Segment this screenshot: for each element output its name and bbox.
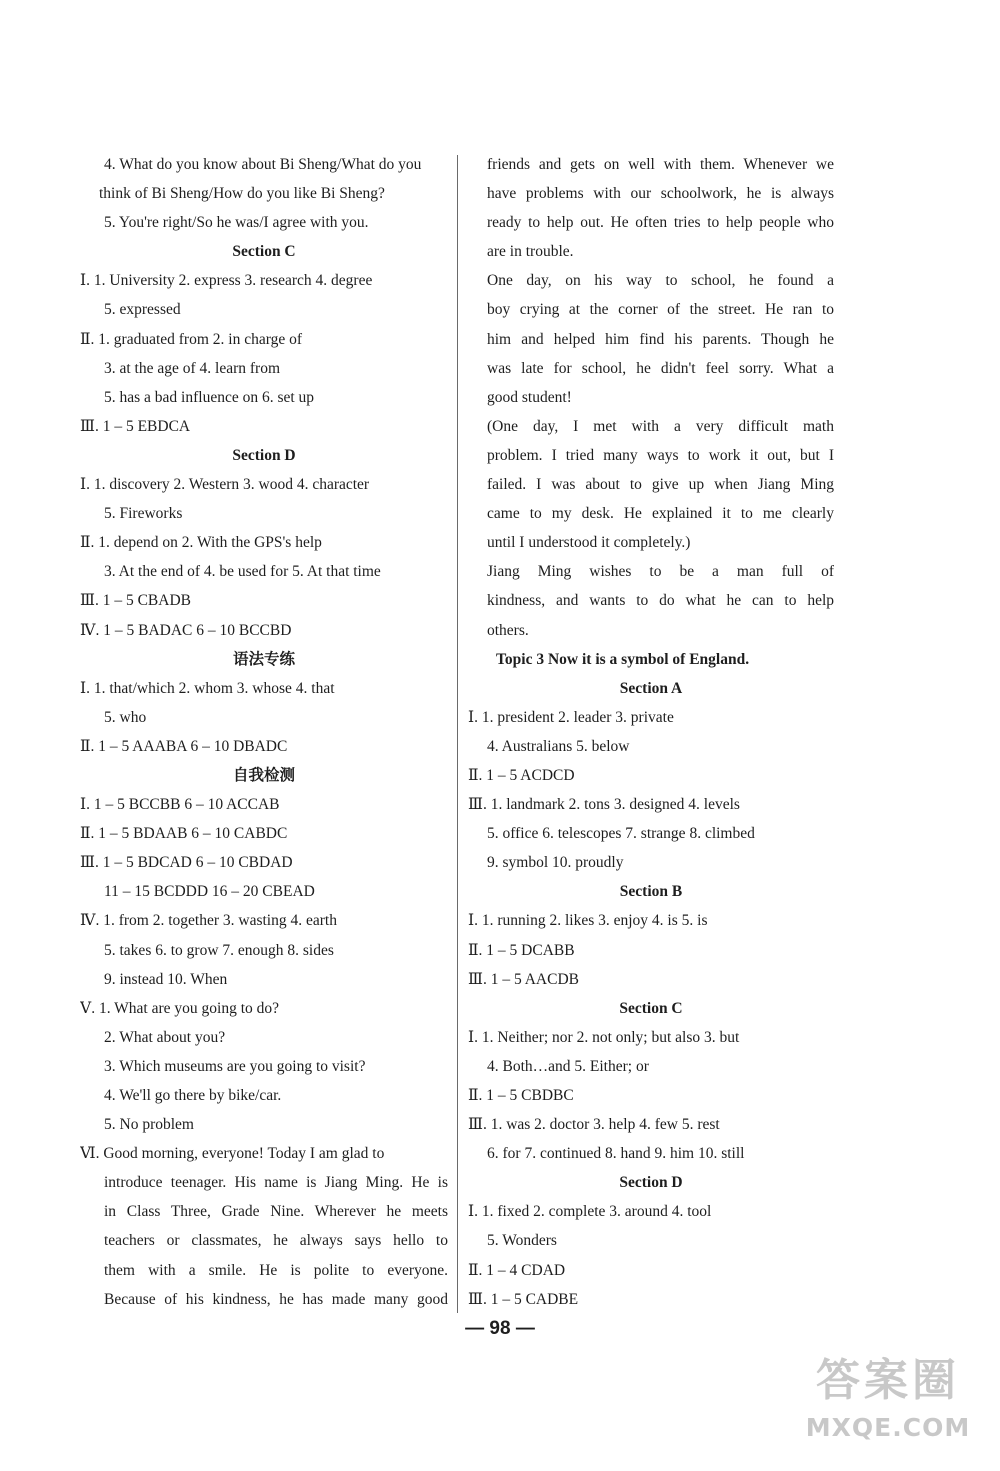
passage-line: boy crying at the corner of the street. He ran to xyxy=(487,301,834,319)
answer-line: 5. You're right/So he was/I agree with you. xyxy=(104,214,369,232)
answer-line: Ⅰ. 1. president 2. leader 3. private xyxy=(468,708,674,726)
section-heading: 自我检测 xyxy=(232,766,295,784)
watermark-url: MXQE.COM xyxy=(805,1413,971,1442)
answer-line: Ⅰ. 1. University 2. express 3. research 4. degree xyxy=(80,272,373,290)
page-number: — 98 — xyxy=(465,1318,535,1339)
passage-line: Because of his kindness, he has made many good xyxy=(104,1290,448,1308)
answer-line: good student! xyxy=(487,388,572,406)
answer-line: Ⅲ. 1. was 2. doctor 3. help 4. few 5. rest xyxy=(468,1116,720,1134)
answer-line: Ⅴ. 1. What are you going to do? xyxy=(80,999,280,1017)
answer-line: Ⅲ. 1 – 5 CBADB xyxy=(80,592,191,610)
passage-line: teachers or classmates, he always says hello to xyxy=(104,1232,448,1250)
passage-line: Jiang Ming wishes to be a man full of xyxy=(487,563,834,581)
answer-line: 6. for 7. continued 8. hand 9. him 10. still xyxy=(487,1145,745,1163)
answer-line: Ⅳ. 1 – 5 BADAC 6 – 10 BCCBD xyxy=(80,621,292,639)
section-heading: Section B xyxy=(619,883,683,901)
answer-line: Ⅱ. 1 – 5 CBDBC xyxy=(468,1087,574,1104)
answer-line: 5. No problem xyxy=(104,1116,194,1134)
answer-line: 4. Australians 5. below xyxy=(487,737,630,755)
answer-line: 3. At the end of 4. be used for 5. At that time xyxy=(104,563,381,581)
answer-line: Ⅲ. 1 – 5 CADBE xyxy=(468,1290,579,1308)
section-heading: Section D xyxy=(619,1174,683,1192)
answer-line: Ⅰ. 1. running 2. likes 3. enjoy 4. is 5. is xyxy=(468,912,708,930)
right-column xyxy=(468,150,834,1314)
answer-line: are in trouble. xyxy=(487,243,574,261)
passage-line: him and helped him find his parents. Though he xyxy=(487,330,834,348)
passage-line: kindness, and wants to do what he can to help xyxy=(487,592,834,610)
answer-line: 5. who xyxy=(104,708,147,726)
section-heading: Section C xyxy=(232,243,296,261)
answer-line: 3. at the age of 4. learn from xyxy=(104,359,281,377)
answer-line: 9. instead 10. When xyxy=(104,970,228,988)
answer-line: 4. Both…and 5. Either; or xyxy=(487,1057,649,1075)
answer-line: 9. symbol 10. proudly xyxy=(487,854,624,872)
answer-line: Ⅱ. 1 – 5 ACDCD xyxy=(468,766,575,784)
section-heading: Section A xyxy=(619,679,683,697)
passage-line: friends and gets on well with them. Whenever we xyxy=(487,156,834,173)
answer-line: 11 – 15 BCDDD 16 – 20 CBEAD xyxy=(104,883,315,901)
answer-line: Ⅲ. 1 – 5 EBDCA xyxy=(80,417,191,435)
answer-line: Ⅳ. 1. from 2. together 3. wasting 4. earth xyxy=(80,912,337,930)
answer-line: 5. takes 6. to grow 7. enough 8. sides xyxy=(104,941,334,959)
passage-line: have problems with our schoolwork, he is always xyxy=(487,185,834,203)
site-watermark-logo xyxy=(788,1351,988,1463)
answer-line: 5. expressed xyxy=(104,301,181,319)
answer-line: Ⅲ. 1 – 5 BDCAD 6 – 10 CBDAD xyxy=(80,854,293,872)
passage-line: One day, on his way to school, he found a xyxy=(487,272,834,290)
passage-line: ready to help out. He often tries to help people who xyxy=(487,214,834,232)
left-column xyxy=(80,150,448,1314)
answer-line: Ⅱ. 1 – 5 AAABA 6 – 10 DBADC xyxy=(80,737,288,755)
passage-line: came to my desk. He explained it to me clearly xyxy=(487,505,834,523)
passage-line: in Class Three, Grade Nine. Wherever he meets xyxy=(104,1203,448,1221)
answer-line: 5. office 6. telescopes 7. strange 8. climbed xyxy=(487,825,755,843)
answer-line: Ⅰ. 1. Neither; nor 2. not only; but also 3. but xyxy=(468,1028,740,1046)
answer-line: Ⅵ. Good morning, everyone! Today I am glad to xyxy=(80,1145,385,1163)
passage-line: (One day, I met with a very difficult math xyxy=(487,417,834,435)
answer-line: Ⅱ. 1 – 5 BDAAB 6 – 10 CABDC xyxy=(80,825,288,843)
section-heading: Section C xyxy=(619,999,683,1017)
answer-line: 4. What do you know about Bi Sheng/What do you xyxy=(104,156,422,173)
answer-line: Ⅲ. 1 – 5 AACDB xyxy=(468,970,579,988)
topic-heading: Topic 3 Now it is a symbol of England. xyxy=(496,650,750,668)
answer-line: 2. What about you? xyxy=(104,1028,226,1046)
column-divider xyxy=(457,155,458,1313)
answer-line: 5. has a bad influence on 6. set up xyxy=(104,388,315,406)
answer-line: 3. Which museums are you going to visit? xyxy=(104,1057,366,1075)
answer-line: Ⅱ. 1 – 5 DCABB xyxy=(468,941,575,959)
answer-line: Ⅰ. 1. that/which 2. whom 3. whose 4. that xyxy=(80,679,335,697)
answer-line: 5. Fireworks xyxy=(104,505,183,523)
answer-line: Ⅲ. 1. landmark 2. tons 3. designed 4. levels xyxy=(468,796,740,814)
section-heading: Section D xyxy=(232,446,296,464)
answer-line: Ⅰ. 1. discovery 2. Western 3. wood 4. character xyxy=(80,476,370,494)
passage-line: was late for school, he didn't feel sorry. What a xyxy=(487,359,834,377)
answer-line: Ⅰ. 1 – 5 BCCBB 6 – 10 ACCAB xyxy=(80,796,280,814)
passage-line: failed. I was about to give up when Jiang Ming xyxy=(487,476,834,494)
section-heading: 语法专练 xyxy=(232,650,295,668)
answer-line: until I understood it completely.) xyxy=(487,534,691,552)
passage-line: introduce teenager. His name is Jiang Ming. He is xyxy=(104,1174,448,1192)
answer-line: Ⅰ. 1. fixed 2. complete 3. around 4. tool xyxy=(468,1203,712,1221)
answer-line: Ⅱ. 1. depend on 2. With the GPS's help xyxy=(80,534,322,552)
answer-line: others. xyxy=(487,621,529,639)
answer-line: think of Bi Sheng/How do you like Bi Sheng? xyxy=(99,185,385,203)
answer-line: 5. Wonders xyxy=(487,1232,557,1250)
passage-line: problem. I tried many ways to work it out, but I xyxy=(487,446,834,464)
watermark-logo-text: 答案圈 xyxy=(816,1355,960,1406)
answer-line: Ⅱ. 1 – 4 CDAD xyxy=(468,1261,566,1279)
passage-line: them with a smile. He is polite to everyone. xyxy=(104,1261,448,1279)
answer-line: 4. We'll go there by bike/car. xyxy=(104,1087,282,1104)
answer-line: Ⅱ. 1. graduated from 2. in charge of xyxy=(80,330,303,348)
